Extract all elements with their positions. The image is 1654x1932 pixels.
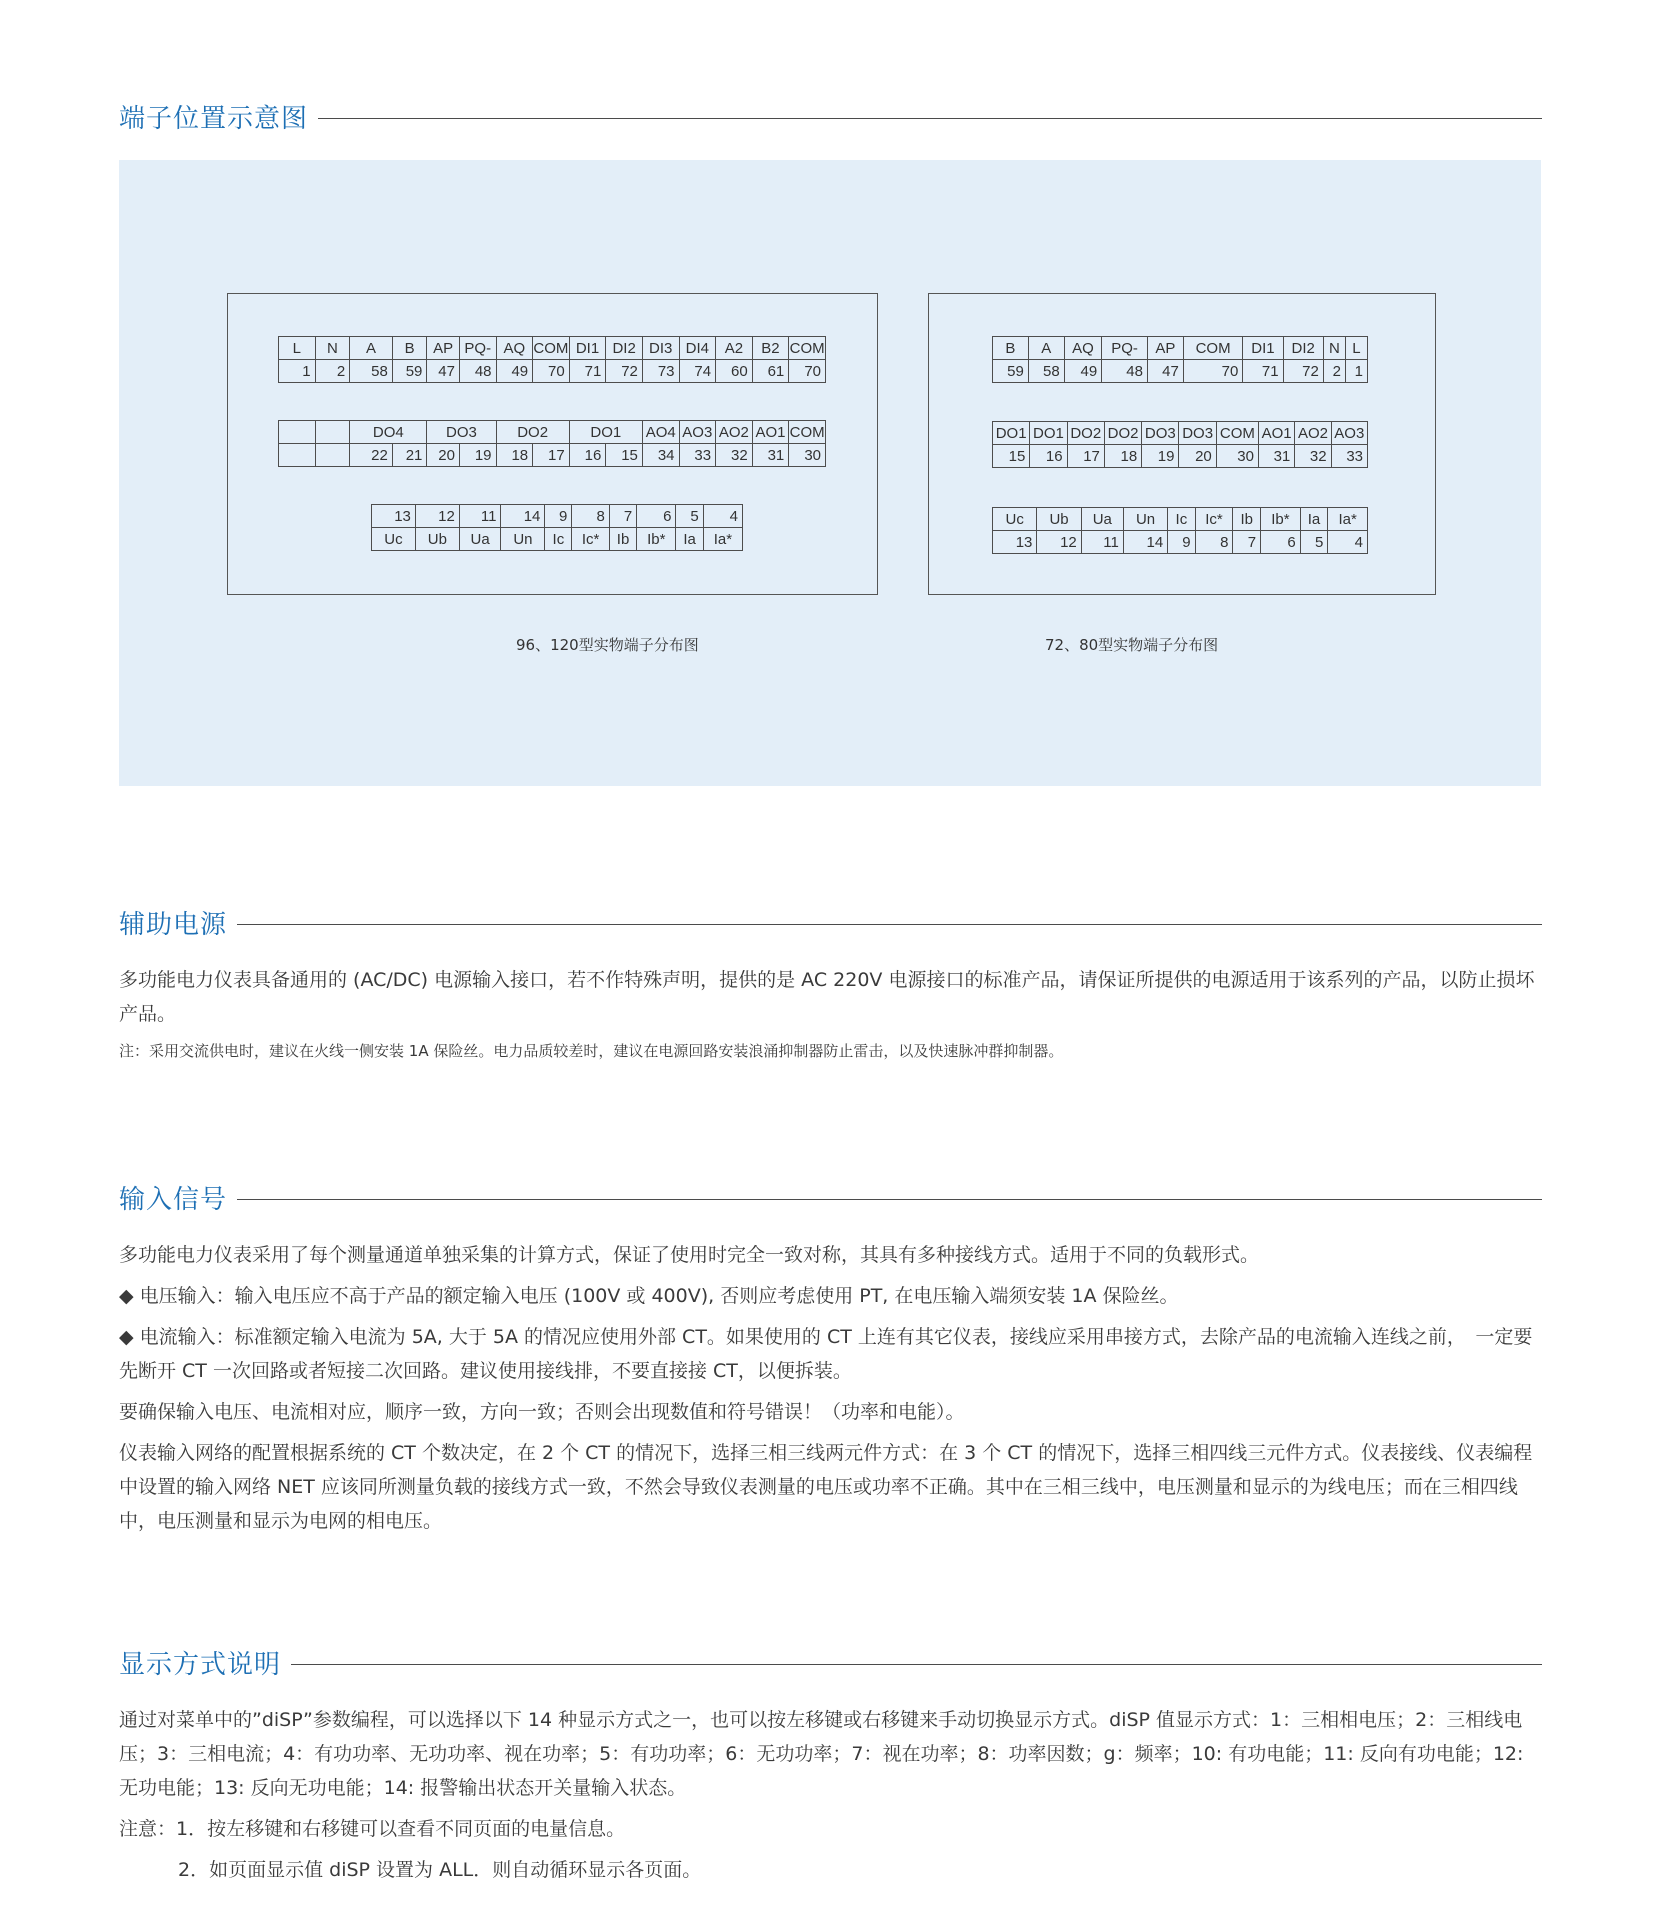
terminal-cell: Ic* xyxy=(572,528,609,551)
terminal-cell: 5 xyxy=(1300,531,1328,554)
terminal-cell: 71 xyxy=(569,360,606,383)
terminal-cell: AQ xyxy=(1064,337,1102,360)
terminal-diagram-panel xyxy=(119,160,1541,786)
terminal-cell: Uc xyxy=(372,528,416,551)
terminal-cell: Ia* xyxy=(1328,508,1368,531)
terminal-cell: 73 xyxy=(642,360,679,383)
section-title: 显示方式说明 xyxy=(119,1650,282,1680)
terminal-cell: COM xyxy=(789,337,826,360)
terminal-cell: L xyxy=(279,337,316,360)
terminal-cell: PQ- xyxy=(459,337,496,360)
terminal-cell xyxy=(315,444,350,467)
divider xyxy=(318,118,1542,119)
terminal-cell: 22 xyxy=(350,444,393,467)
terminal-cell: B xyxy=(392,337,427,360)
terminal-cell: DI2 xyxy=(606,337,643,360)
terminal-table-left-row3 xyxy=(371,504,743,551)
terminal-number-row xyxy=(993,531,1368,554)
terminal-cell: 17 xyxy=(1067,445,1104,468)
terminal-cell: 4 xyxy=(703,505,742,528)
terminal-label-row xyxy=(279,337,826,360)
terminal-cell: 47 xyxy=(427,360,460,383)
power-paragraph: 多功能电力仪表具备通用的 (AC/DC) 电源输入接口，若不作特殊声明，提供的是 AC 220V 电源接口的标准产品，请保证所提供的电源适用于该系列的产品，以防止损坏产品。 xyxy=(119,969,1535,1025)
terminal-cell: AQ xyxy=(496,337,533,360)
terminal-cell: 15 xyxy=(606,444,643,467)
section-title: 端子位置示意图 xyxy=(119,104,309,134)
terminal-table-right-row1 xyxy=(992,336,1368,383)
terminal-cell: 8 xyxy=(1195,531,1233,554)
terminal-cell: AO2 xyxy=(716,421,753,444)
terminal-cell: N xyxy=(315,337,350,360)
terminal-cell: N xyxy=(1323,337,1345,360)
terminal-cell: 20 xyxy=(1179,445,1216,468)
terminal-cell: 1 xyxy=(1345,360,1367,383)
terminal-cell: 49 xyxy=(1064,360,1102,383)
terminal-cell: 6 xyxy=(1261,531,1301,554)
terminal-cell: Ua xyxy=(1081,508,1123,531)
terminal-label-row xyxy=(993,422,1368,445)
terminal-cell: DO1 xyxy=(993,422,1030,445)
terminal-cell: COM xyxy=(789,421,826,444)
terminal-cell: AO2 xyxy=(1295,422,1331,445)
terminal-cell: Ib* xyxy=(637,528,676,551)
diagram-caption-72-80: 72、80型实物端子分布图 xyxy=(1045,636,1219,654)
terminal-number-row xyxy=(279,360,826,383)
terminal-cell: Uc xyxy=(993,508,1037,531)
terminal-cell: DO1 xyxy=(1030,422,1067,445)
section-title: 辅助电源 xyxy=(119,910,228,940)
terminal-cell: 70 xyxy=(789,360,826,383)
terminal-cell: 13 xyxy=(372,505,416,528)
input-paragraph-1: 多功能电力仪表采用了每个测量通道单独采集的计算方式，保证了使用时完全一致对称，其具有多种接线方式。适用于不同的负载形式。 xyxy=(119,1244,1260,1266)
terminal-cell: L xyxy=(1345,337,1367,360)
terminal-cell: AO1 xyxy=(1258,422,1294,445)
terminal-number-row xyxy=(993,360,1368,383)
input-paragraph-current: ◆ 电流输入：标准额定输入电流为 5A, 大于 5A 的情况应使用外部 CT。如果使用的 CT 上连有其它仪表，接线应采用串接方式，去除产品的电流输入连线之前， 一定要先断开 CT 一次回路或者短接二次回路。建议使用接线排，不要直接接 CT，以便拆装。 xyxy=(119,1326,1533,1382)
terminal-cell: 2 xyxy=(315,360,350,383)
terminal-cell: 18 xyxy=(1104,445,1141,468)
section-header-terminal xyxy=(119,98,1542,135)
terminal-cell: Ia xyxy=(676,528,703,551)
terminal-cell: 7 xyxy=(1233,531,1261,554)
terminal-cell: 71 xyxy=(1243,360,1283,383)
display-note-2: 2．如页面显示值 diSP 设置为 ALL．则自动循环显示各页面。 xyxy=(178,1859,702,1881)
terminal-label-row xyxy=(993,508,1368,531)
terminal-cell: 33 xyxy=(679,444,716,467)
terminal-cell: 59 xyxy=(392,360,427,383)
terminal-cell xyxy=(279,421,316,444)
terminal-cell: Ic xyxy=(1168,508,1195,531)
terminal-label-row xyxy=(372,528,743,551)
terminal-cell: DO3 xyxy=(1142,422,1179,445)
terminal-cell: Ib xyxy=(1233,508,1261,531)
terminal-cell: 34 xyxy=(642,444,679,467)
display-note-1: 注意：1．按左移键和右移键可以查看不同页面的电量信息。 xyxy=(119,1818,626,1840)
section-header-display xyxy=(119,1644,1542,1681)
section-header-power xyxy=(119,904,1542,941)
terminal-table-right-row3 xyxy=(992,507,1368,554)
terminal-cell: A2 xyxy=(716,337,753,360)
terminal-cell: DI1 xyxy=(1243,337,1283,360)
terminal-cell: DI4 xyxy=(679,337,716,360)
terminal-cell xyxy=(279,444,316,467)
terminal-number-row xyxy=(372,505,743,528)
terminal-number-row xyxy=(993,445,1368,468)
terminal-cell: 32 xyxy=(716,444,753,467)
terminal-cell: 48 xyxy=(459,360,496,383)
terminal-number-row xyxy=(279,444,826,467)
terminal-cell: DO2 xyxy=(496,421,569,444)
divider xyxy=(237,1199,1542,1200)
terminal-table-left-row1 xyxy=(278,336,826,383)
terminal-cell: B xyxy=(993,337,1029,360)
terminal-cell: 14 xyxy=(1123,531,1167,554)
diagram-caption-96-120: 96、120型实物端子分布图 xyxy=(516,636,699,654)
terminal-cell: AO4 xyxy=(642,421,679,444)
terminal-cell: DO3 xyxy=(1179,422,1216,445)
terminal-cell: COM xyxy=(1216,422,1258,445)
terminal-cell: 48 xyxy=(1102,360,1148,383)
terminal-cell: 9 xyxy=(545,505,572,528)
terminal-cell: 5 xyxy=(676,505,703,528)
terminal-cell: AP xyxy=(1147,337,1183,360)
terminal-cell: COM xyxy=(1183,337,1243,360)
terminal-cell: 11 xyxy=(1081,531,1123,554)
terminal-cell xyxy=(315,421,350,444)
terminal-cell: 30 xyxy=(1216,445,1258,468)
terminal-cell: 1 xyxy=(279,360,316,383)
terminal-cell: 74 xyxy=(679,360,716,383)
terminal-cell: PQ- xyxy=(1102,337,1148,360)
terminal-cell: 13 xyxy=(993,531,1037,554)
terminal-cell: Ua xyxy=(459,528,501,551)
terminal-cell: 7 xyxy=(609,505,636,528)
terminal-cell: 2 xyxy=(1323,360,1345,383)
terminal-cell: 72 xyxy=(606,360,643,383)
terminal-cell: Un xyxy=(501,528,545,551)
terminal-cell: 9 xyxy=(1168,531,1195,554)
terminal-cell: 60 xyxy=(716,360,753,383)
terminal-cell: Ia* xyxy=(703,528,742,551)
terminal-cell: A xyxy=(1028,337,1064,360)
terminal-cell: AO1 xyxy=(752,421,789,444)
terminal-cell: AP xyxy=(427,337,460,360)
terminal-cell: DO2 xyxy=(1104,422,1141,445)
terminal-cell: 11 xyxy=(459,505,501,528)
terminal-cell: 14 xyxy=(501,505,545,528)
terminal-cell: AO3 xyxy=(679,421,716,444)
terminal-cell: 31 xyxy=(1258,445,1294,468)
terminal-table-right-row2 xyxy=(992,421,1368,468)
terminal-cell: DI1 xyxy=(569,337,606,360)
terminal-cell: 70 xyxy=(533,360,570,383)
terminal-cell: DI2 xyxy=(1283,337,1323,360)
section-title: 输入信号 xyxy=(119,1185,228,1215)
terminal-cell: Ib* xyxy=(1261,508,1301,531)
terminal-cell: 21 xyxy=(392,444,427,467)
terminal-cell: 19 xyxy=(459,444,496,467)
terminal-cell: DO1 xyxy=(569,421,642,444)
terminal-cell: Ib xyxy=(609,528,636,551)
terminal-cell: A xyxy=(350,337,393,360)
terminal-label-row xyxy=(279,421,826,444)
input-paragraph-4: 要确保输入电压、电流相对应，顺序一致，方向一致；否则会出现数值和符号错误！（功率和电能）。 xyxy=(119,1401,965,1423)
section-header-input xyxy=(119,1179,1542,1216)
input-paragraph-voltage: ◆ 电压输入：输入电压应不高于产品的额定输入电压 (100V 或 400V), 否则应考虑使用 PT, 在电压输入端须安装 1A 保险丝。 xyxy=(119,1285,1179,1307)
terminal-cell: 8 xyxy=(572,505,609,528)
terminal-cell: 4 xyxy=(1328,531,1368,554)
terminal-cell: Ic* xyxy=(1195,508,1233,531)
terminal-cell: DO4 xyxy=(350,421,427,444)
divider xyxy=(237,924,1542,925)
power-note: 注：采用交流供电时，建议在火线一侧安装 1A 保险丝。电力品质较差时，建议在电源回路安装浪涌抑制器防止雷击，以及快速脉冲群抑制器。 xyxy=(119,1042,1064,1060)
terminal-cell: DO3 xyxy=(427,421,496,444)
terminal-cell: 32 xyxy=(1295,445,1331,468)
terminal-cell: 70 xyxy=(1183,360,1243,383)
terminal-cell: COM xyxy=(533,337,570,360)
terminal-cell: 58 xyxy=(1028,360,1064,383)
terminal-cell: 58 xyxy=(350,360,393,383)
terminal-cell: AO3 xyxy=(1331,422,1367,445)
terminal-cell: 6 xyxy=(637,505,676,528)
terminal-cell: Ic xyxy=(545,528,572,551)
terminal-table-left-row2 xyxy=(278,420,826,467)
terminal-cell: Ub xyxy=(1037,508,1081,531)
terminal-cell: 18 xyxy=(496,444,533,467)
terminal-label-row xyxy=(993,337,1368,360)
terminal-cell: 12 xyxy=(415,505,459,528)
terminal-cell: 61 xyxy=(752,360,789,383)
terminal-cell: 19 xyxy=(1142,445,1179,468)
terminal-cell: 47 xyxy=(1147,360,1183,383)
terminal-cell: 17 xyxy=(533,444,570,467)
display-paragraph: 通过对菜单中的”diSP”参数编程，可以选择以下 14 种显示方式之一，也可以按左移键或右移键来手动切换显示方式。diSP 值显示方式：1：三相相电压；2：三相线电压；3：三相电流；4：有功功率、无功功率、视在功率；5：有功功率；6：无功功率；7：视在功率；8：功率因数；g：频率；10: 有功电能；11: 反向有功电能；12: 无功电能；13: 反向无功电能；14: 报警输出状态开关量输入状态。 xyxy=(119,1709,1524,1799)
terminal-cell: 59 xyxy=(993,360,1029,383)
terminal-cell: 33 xyxy=(1331,445,1367,468)
terminal-cell: 16 xyxy=(569,444,606,467)
terminal-cell: 30 xyxy=(789,444,826,467)
terminal-cell: 49 xyxy=(496,360,533,383)
terminal-cell: 72 xyxy=(1283,360,1323,383)
terminal-cell: 20 xyxy=(427,444,460,467)
terminal-cell: DO2 xyxy=(1067,422,1104,445)
terminal-cell: 15 xyxy=(993,445,1030,468)
divider xyxy=(291,1664,1542,1665)
terminal-cell: Un xyxy=(1123,508,1167,531)
terminal-cell: B2 xyxy=(752,337,789,360)
terminal-cell: Ub xyxy=(415,528,459,551)
terminal-cell: DI3 xyxy=(642,337,679,360)
terminal-cell: 31 xyxy=(752,444,789,467)
input-paragraph-5: 仪表输入网络的配置根据系统的 CT 个数决定，在 2 个 CT 的情况下，选择三相三线两元件方式：在 3 个 CT 的情况下，选择三相四线三元件方式。仪表接线、仪表编程中设置的输入网络 NET 应该同所测量负载的接线方式一致，不然会导致仪表测量的电压或功率不正确。其中在三相三线中，电压测量和显示的为线电压；而在三相四线中，电压测量和显示为电网的相电压。 xyxy=(119,1442,1533,1532)
terminal-cell: 12 xyxy=(1037,531,1081,554)
terminal-cell: 16 xyxy=(1030,445,1067,468)
terminal-cell: Ia xyxy=(1300,508,1328,531)
